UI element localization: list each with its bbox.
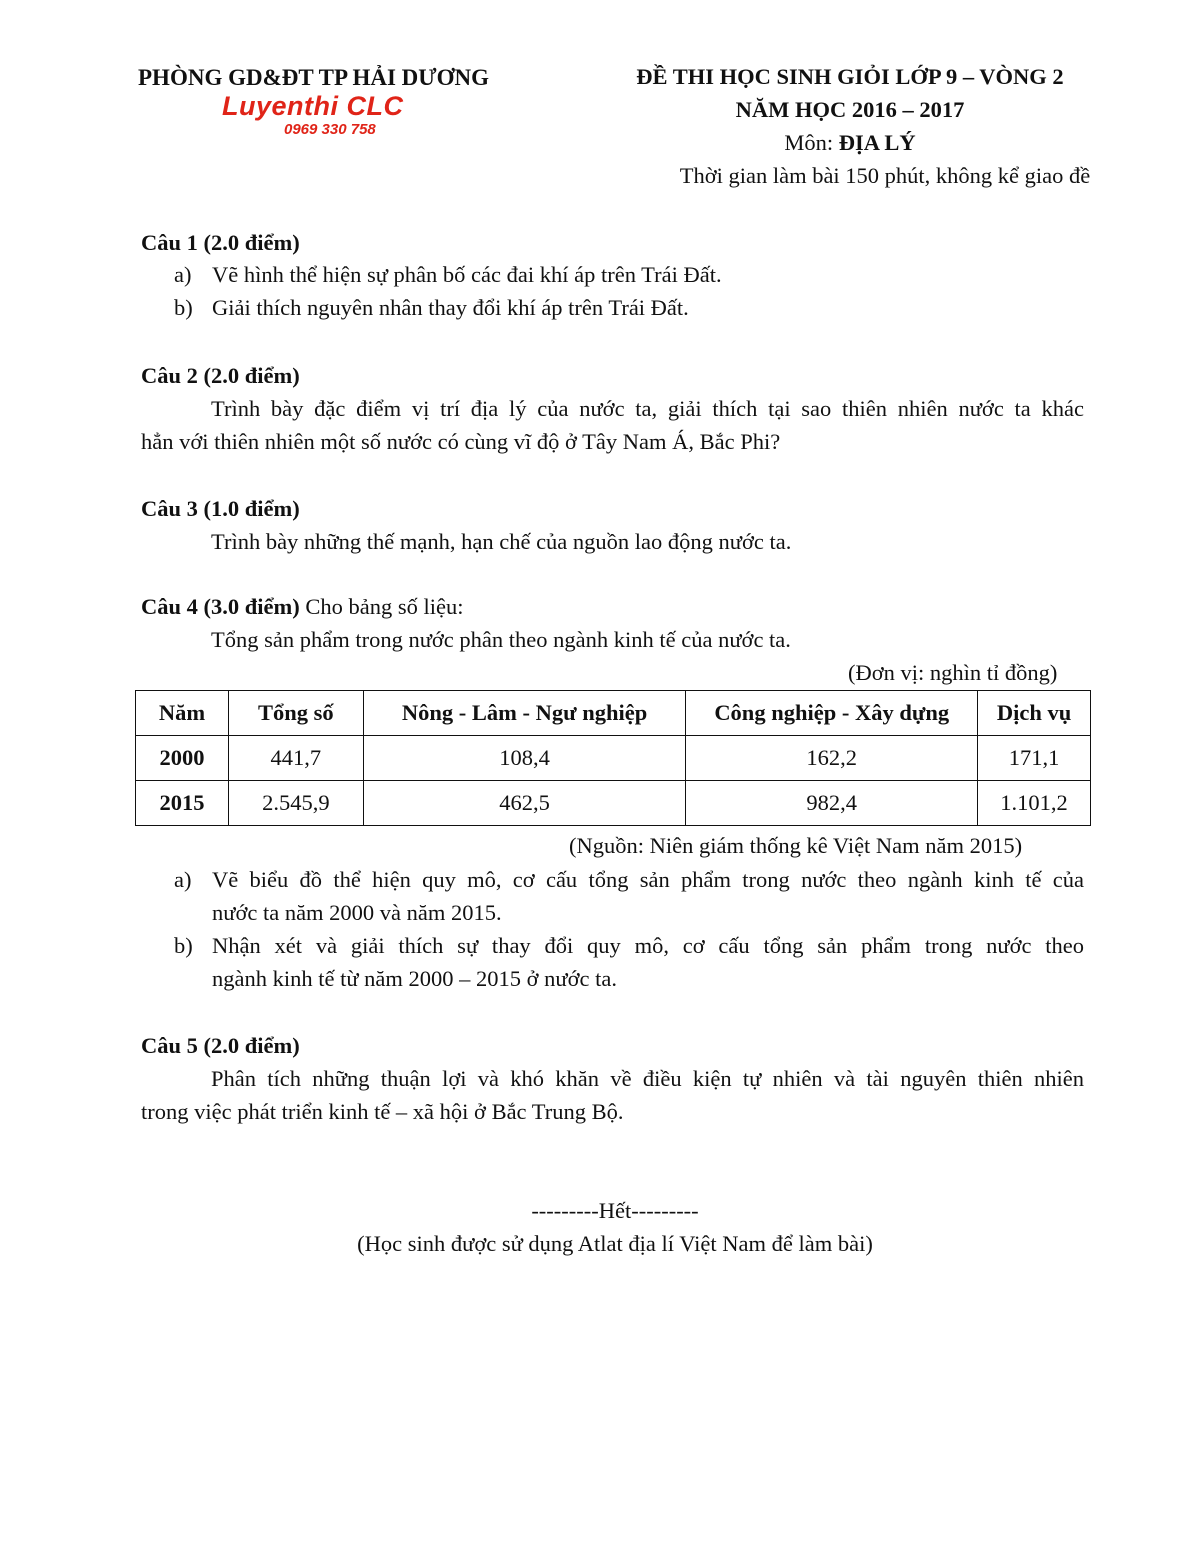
table-header-cell: Nông - Lâm - Ngư nghiệp: [363, 691, 686, 736]
table-cell-year: 2015: [136, 781, 229, 826]
question-4-item-b-line-2: ngành kinh tế từ năm 2000 – 2015 ở nước ta.: [212, 966, 617, 991]
table-cell-year: 2000: [136, 736, 229, 781]
question-3-title: Câu 3 (1.0 điểm): [141, 496, 300, 521]
item-marker: a): [174, 262, 192, 287]
subject-label: Môn:: [784, 130, 839, 155]
item-text: Giải thích nguyên nhân thay đổi khí áp trên Trái Đất.: [212, 295, 689, 320]
table-header-cell: Dịch vụ: [978, 691, 1091, 736]
table-cell: 162,2: [686, 736, 978, 781]
table-cell: 441,7: [228, 736, 363, 781]
question-2-title: Câu 2 (2.0 điểm): [141, 363, 300, 388]
question-5-line-2: trong việc phát triển kinh tế – xã hội ở Bắc Trung Bộ.: [141, 1099, 624, 1124]
exam-title: ĐỀ THI HỌC SINH GIỎI LỚP 9 – VÒNG 2: [636, 64, 1064, 89]
question-5-title: Câu 5 (2.0 điểm): [141, 1033, 300, 1058]
question-4-title: Câu 4 (3.0 điểm): [141, 594, 300, 619]
question-5-line-1: Phân tích những thuận lợi và khó khăn về điều kiện tự nhiên và tài nguyên thiên nhiên: [211, 1066, 1084, 1091]
time-note: Thời gian làm bài 150 phút, không kể giao đề: [679, 163, 1091, 188]
subject-value: ĐỊA LÝ: [838, 130, 916, 155]
table-cell: 171,1: [978, 736, 1091, 781]
end-mark: ---------Hết---------: [531, 1198, 699, 1223]
question-2-line-1: Trình bày đặc điểm vị trí địa lý của nước ta, giải thích tại sao thiên nhiên nước ta khác: [211, 396, 1084, 421]
table-unit: (Đơn vị: nghìn tỉ đồng): [848, 660, 1058, 685]
table-header-row: [136, 691, 1091, 736]
table-header-cell: Năm: [136, 691, 229, 736]
question-2-line-2: hẳn với thiên nhiên một số nước có cùng vĩ độ ở Tây Nam Á, Bắc Phi?: [141, 429, 781, 454]
table-cell: 982,4: [686, 781, 978, 826]
table-header-cell: Tổng số: [228, 691, 363, 736]
table-cell: 462,5: [363, 781, 686, 826]
footer-note: (Học sinh được sử dụng Atlat địa lí Việt Nam để làm bài): [357, 1231, 873, 1256]
question-4-item-a-line-2: nước ta năm 2000 và năm 2015.: [212, 900, 502, 925]
item-text: Vẽ hình thể hiện sự phân bố các đai khí áp trên Trái Đất.: [212, 262, 722, 287]
table-row: [136, 736, 1091, 781]
question-4-item-a-marker: a): [174, 867, 192, 892]
question-4-intro: Cho bảng số liệu:: [299, 594, 464, 619]
school-year: NĂM HỌC 2016 – 2017: [735, 97, 965, 122]
table-cell: 2.545,9: [228, 781, 363, 826]
question-4-heading: [141, 596, 464, 619]
question-1-title: Câu 1 (2.0 điểm): [141, 230, 300, 255]
item-marker: b): [174, 295, 193, 320]
exam-header: [590, 66, 1110, 198]
question-4-item-b-line-1: Nhận xét và giải thích sự thay đổi quy mô, cơ cấu tổng sản phẩm trong nước theo: [212, 933, 1084, 958]
table-cell: 108,4: [363, 736, 686, 781]
question-4-item-b-marker: b): [174, 933, 193, 958]
table-cell: 1.101,2: [978, 781, 1091, 826]
subject-line: [590, 132, 1110, 165]
table-caption: Tổng sản phẩm trong nước phân theo ngành kinh tế của nước ta.: [211, 627, 791, 652]
department-name: PHÒNG GD&ĐT TP HẢI DƯƠNG: [138, 65, 489, 90]
logo: [222, 93, 462, 145]
question-4-item-a-line-1: Vẽ biểu đồ thể hiện quy mô, cơ cấu tổng sản phẩm trong nước theo ngành kinh tế của: [212, 867, 1084, 892]
logo-phone-text: 0969 330 758: [284, 121, 376, 138]
gdp-table: [135, 690, 1091, 826]
table-row: [136, 781, 1091, 826]
logo-brand-text: Luyenthi CLC: [222, 91, 404, 121]
question-3-text: Trình bày những thế mạnh, hạn chế của nguồn lao động nước ta.: [211, 529, 792, 554]
table-source: (Nguồn: Niên giám thống kê Việt Nam năm 2015): [569, 833, 1023, 858]
table-header-cell: Công nghiệp - Xây dựng: [686, 691, 978, 736]
